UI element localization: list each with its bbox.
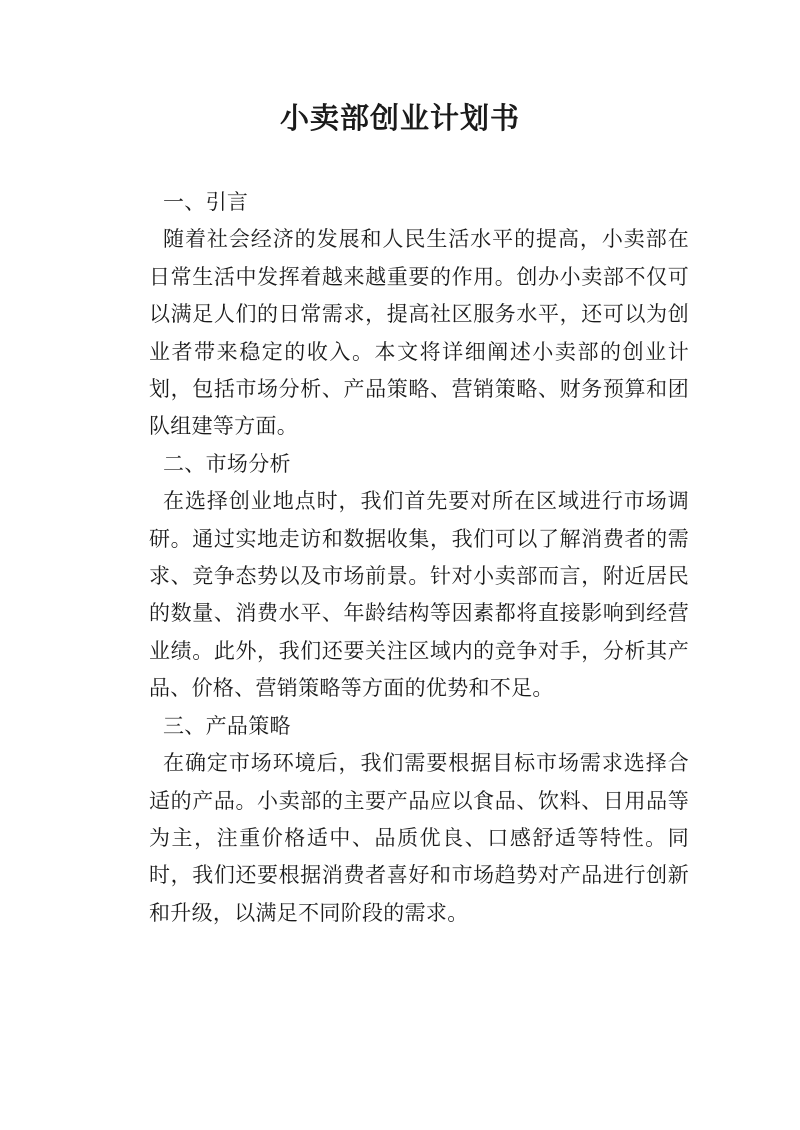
document-body [149, 184, 689, 932]
section-product-strategy [149, 708, 689, 932]
section-paragraph: 随着社会经济的发展和人民生活水平的提高，小卖部在日常生活中发挥着越来越重要的作用。创办小卖部不仅可以满足人们的日常需求，提高社区服务水平，还可以为创业者带来稳定的收入。本文将详细阐述小卖部的创业计划，包括市场分析、产品策略、营销策略、财务预算和团队组建等方面。 [149, 227, 689, 439]
section-heading: 二、市场分析 [163, 451, 291, 476]
section-heading: 三、产品策略 [163, 713, 291, 738]
document-title: 小卖部创业计划书 [279, 101, 520, 135]
section-paragraph: 在确定市场环境后，我们需要根据目标市场需求选择合适的产品。小卖部的主要产品应以食品、饮料、日用品等为主，注重价格适中、品质优良、口感舒适等特性。同时，我们还要根据消费者喜好和市场趋势对产品进行创新和升级，以满足不同阶段的需求。 [149, 751, 689, 925]
section-paragraph: 在选择创业地点时，我们首先要对所在区域进行市场调研。通过实地走访和数据收集，我们可以了解消费者的需求、竞争态势以及市场前景。针对小卖部而言，附近居民的数量、消费水平、年龄结构等因素都将直接影响到经营业绩。此外，我们还要关注区域内的竞争对手，分析其产品、价格、营销策略等方面的优势和不足。 [149, 489, 689, 701]
section-market-analysis [149, 446, 689, 708]
section-heading: 一、引言 [163, 190, 249, 214]
section-introduction [149, 184, 689, 446]
